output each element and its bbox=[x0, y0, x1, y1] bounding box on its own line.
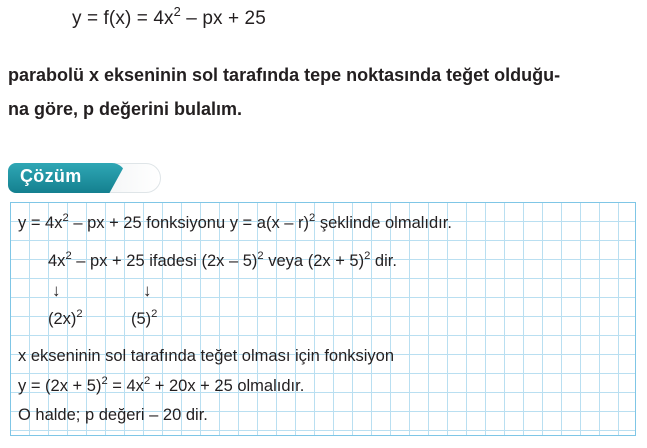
solution-line-4: x ekseninin sol tarafında teğet olması için fonksiyon bbox=[18, 347, 395, 365]
problem-line-2: na göre, p değerini bulalım. bbox=[8, 99, 243, 119]
function-equation: $y = f(x) = 4x^2$ – px + 25 bbox=[72, 4, 266, 29]
solution-line-5: $y = (2x + 5)^2 = 4x^2 + 20x + 25$ olmalıdır. bbox=[18, 375, 305, 395]
solution-line-3-left: $(2x)^2$ bbox=[48, 308, 83, 328]
solution-line-1: $y = 4x^2$ – px + 25 fonksiyonu y = a(x – r)$^2$ şeklinde olmalıdır. bbox=[18, 212, 452, 232]
solution-line-6: O halde; p değeri – 20 dir. bbox=[18, 406, 208, 424]
down-arrow-icon: ↓ bbox=[143, 281, 152, 300]
problem-statement bbox=[8, 58, 638, 126]
solution-badge-label: Çözüm bbox=[20, 166, 82, 186]
solution-line-2: $4x^2$ – px + 25 ifadesi (2x – 5)$^2$ veya $(2x + 5)^2$ dir. bbox=[48, 250, 397, 270]
problem-line-1: parabolü x ekseninin sol tarafında tepe noktasında teğet olduğu- bbox=[8, 65, 561, 85]
solution-grid bbox=[10, 202, 636, 436]
solution-line-3-right: $(5)^2$ bbox=[131, 308, 158, 328]
down-arrow-icon: ↓ bbox=[52, 281, 61, 300]
